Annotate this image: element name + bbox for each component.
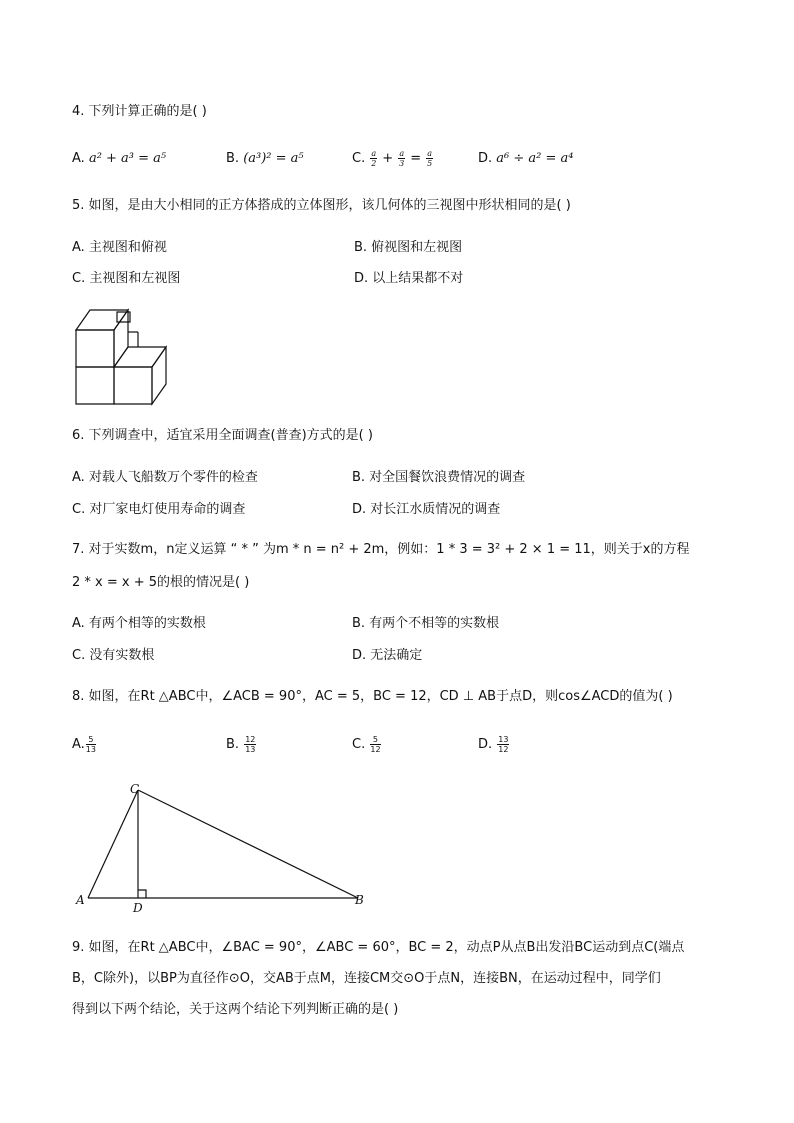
q7-option-b[interactable]: B. 有两个不相等的实数根 xyxy=(352,616,500,631)
q7-stem-line1: 7. 对于实数m，n定义运算 “ * ” 为m * n = n² + 2m，例如：1 * 3 = 3² + 2 × 1 = 11，则关于x的方程 xyxy=(72,542,690,557)
q5-option-a[interactable]: A. 主视图和俯视 xyxy=(72,240,167,255)
label-a: A xyxy=(76,893,85,907)
q4-option-c[interactable]: C. $\frac{a}{2}$ + $\frac{a}{3}$ = $\frac{a}{5}$ xyxy=(352,149,433,168)
label-d: D xyxy=(133,901,143,915)
q5-stem: 5. 如图，是由大小相同的正方体搭成的立体图形，该几何体的三视图中形状相同的是( ) xyxy=(72,198,571,213)
segment-cb xyxy=(138,790,358,898)
fraction: $\frac{13}{12}$ xyxy=(498,735,509,754)
right-angle-mark xyxy=(138,890,146,898)
q8-option-a[interactable]: A. $\frac{5}{13}$ xyxy=(72,735,96,754)
fraction: $\frac{5}{12}$ xyxy=(370,735,381,754)
fraction: $\frac{12}{13}$ xyxy=(245,735,256,754)
q9-stem-line3: 得到以下两个结论，关于这两个结论下列判断正确的是( ) xyxy=(72,1002,399,1017)
q7-option-a[interactable]: A. 有两个相等的实数根 xyxy=(72,616,206,631)
q5-option-b[interactable]: B. 俯视图和左视图 xyxy=(354,240,463,255)
fraction: $\frac{a}{2}$ xyxy=(371,149,377,168)
label-b: B xyxy=(355,893,364,907)
triangle-figure xyxy=(70,778,380,918)
label-c: C xyxy=(130,782,140,796)
fraction: $\frac{a}{5}$ xyxy=(427,149,433,168)
q8-option-c[interactable]: C. $\frac{5}{12}$ xyxy=(352,735,381,754)
q6-stem: 6. 下列调查中，适宜采用全面调查(普查)方式的是( ) xyxy=(72,428,373,443)
q5-option-c[interactable]: C. 主视图和左视图 xyxy=(72,271,181,286)
q6-option-b[interactable]: B. 对全国餐饮浪费情况的调查 xyxy=(352,470,526,485)
q7-option-d[interactable]: D. 无法确定 xyxy=(352,648,423,663)
q5-option-d[interactable]: D. 以上结果都不对 xyxy=(354,271,464,286)
q6-option-d[interactable]: D. 对长江水质情况的调查 xyxy=(352,502,501,517)
q4-option-b[interactable]: B. (a³)² = a⁵ xyxy=(226,151,304,166)
q6-option-a[interactable]: A. 对载人飞船数万个零件的检查 xyxy=(72,470,258,485)
cube-stack-figure xyxy=(70,302,170,406)
q9-stem-line1: 9. 如图，在Rt △ABC中，∠BAC = 90°，∠ABC = 60°，BC = 2，动点P从点B出发沿BC运动到点C(端点 xyxy=(72,940,685,955)
q6-option-c[interactable]: C. 对厂家电灯使用寿命的调查 xyxy=(72,502,246,517)
q8-option-d[interactable]: D. $\frac{13}{12}$ xyxy=(478,735,509,754)
q7-option-c[interactable]: C. 没有实数根 xyxy=(72,648,155,663)
q7-stem-line2: 2 * x = x + 5的根的情况是( ) xyxy=(72,575,250,590)
q8-stem: 8. 如图，在Rt △ABC中，∠ACB = 90°，AC = 5，BC = 12，CD ⊥ AB于点D，则cos∠ACD的值为( ) xyxy=(72,689,673,704)
q4-option-d[interactable]: D. a⁶ ÷ a² = a⁴ xyxy=(478,151,574,166)
fraction: $\frac{a}{3}$ xyxy=(399,149,405,168)
q4-stem: 4. 下列计算正确的是( ) xyxy=(72,104,207,119)
q8-option-b[interactable]: B. $\frac{12}{13}$ xyxy=(226,735,256,754)
q4-option-a[interactable]: A. a² + a³ = a⁵ xyxy=(72,151,167,166)
segment-ac xyxy=(88,790,138,898)
q9-stem-line2: B，C除外)，以BP为直径作⊙O，交AB于点M，连接CM交⊙O于点N，连接BN，在运动过程中，同学们 xyxy=(72,971,661,986)
fraction: $\frac{5}{13}$ xyxy=(85,735,96,754)
